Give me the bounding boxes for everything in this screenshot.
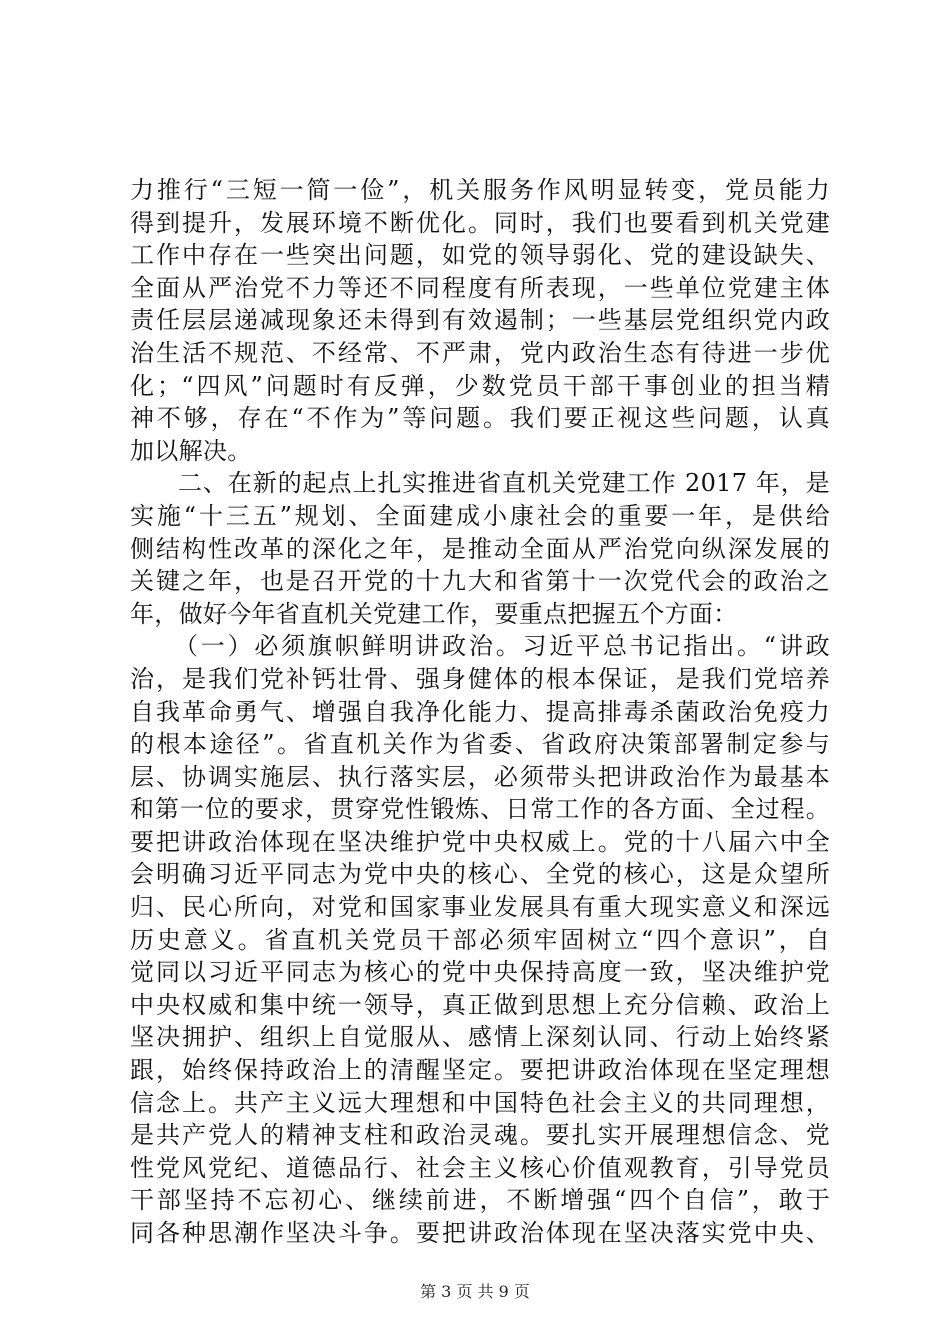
text-line: 关键之年，也是召开党的十九大和省第十一次党代会的政治之: [130, 567, 830, 596]
text-line: 实施“十三五”规划、全面建成小康社会的重要一年，是供给: [130, 501, 830, 530]
text-line: 年，做好今年省直机关党建工作，要重点把握五个方面：: [130, 599, 738, 628]
subsection-heading-line: （一）必须旗帜鲜明讲政治。习近平总书记指出。“讲政: [174, 632, 830, 661]
text-line: 是共产党人的精神支柱和政治灵魂。要扎实开展理想信念、党: [130, 1121, 830, 1150]
text-line: 神不够，存在“不作为”等问题。我们要正视这些问题，认真: [130, 404, 830, 433]
text-line: 工作中存在一些突出问题，如党的领导弱化、党的建设缺失、: [130, 241, 830, 270]
text-line: 归、民心所向，对党和国家事业发展具有重大现实意义和深远: [130, 893, 830, 922]
text-line: 自我革命勇气、增强自我净化能力、提高排毒杀菌政治免疫力: [130, 697, 830, 726]
text-line: 化；“四风”问题时有反弹，少数党员干部干事创业的担当精: [130, 371, 830, 400]
document-body: [130, 174, 830, 1250]
text-line: 干部坚持不忘初心、继续前进，不断增强“四个自信”，敢于: [130, 1186, 830, 1215]
text-line: 信念上。共产主义远大理想和中国特色社会主义的共同理想，: [130, 1088, 830, 1117]
section-heading-line: 二、在新的起点上扎实推进省直机关党建工作 2017 年，是: [178, 469, 830, 498]
text-line: 性党风党纪、道德品行、社会主义核心价值观教育，引导党员: [130, 1153, 830, 1182]
page-number-footer: 第 3 页 共 9 页: [420, 1282, 530, 1301]
text-line: 要把讲政治体现在坚决维护党中央权威上。党的十八届六中全: [130, 827, 830, 856]
text-line: 治生活不规范、不经常、不严肃，党内政治生态有待进一步优: [130, 338, 830, 367]
text-line: 坚决拥护、组织上自觉服从、感情上深刻认同、行动上始终紧: [130, 1023, 830, 1052]
text-line: 和第一位的要求，贯穿党性锻炼、日常工作的各方面、全过程。: [130, 795, 830, 824]
text-line: 历史意义。省直机关党员干部必须牢固树立“四个意识”，自: [130, 925, 830, 954]
text-line: 中央权威和集中统一领导，真正做到思想上充分信赖、政治上: [130, 990, 830, 1019]
text-line: 觉同以习近平同志为核心的党中央保持高度一致，坚决维护党: [130, 958, 830, 987]
text-line: 层、协调实施层、执行落实层，必须带头把讲政治作为最基本: [130, 762, 830, 791]
text-line: 跟，始终保持政治上的清醒坚定。要把讲政治体现在坚定理想: [130, 1056, 830, 1085]
text-line: 加以解决。: [130, 436, 252, 465]
text-line: 侧结构性改革的深化之年，是推动全面从严治党向纵深发展的: [130, 534, 830, 563]
text-line: 得到提升，发展环境不断优化。同时，我们也要看到机关党建: [130, 208, 830, 237]
text-line: 责任层层递减现象还未得到有效遏制；一些基层党组织党内政: [130, 306, 830, 335]
text-line: 力推行“三短一简一俭”，机关服务作风明显转变，党员能力: [130, 176, 830, 204]
text-line: 会明确习近平同志为党中央的核心、全党的核心，这是众望所: [130, 860, 830, 889]
text-line: 全面从严治党不力等还不同程度有所表现，一些单位党建主体: [130, 273, 830, 302]
text-line: 同各种思潮作坚决斗争。要把讲政治体现在坚决落实党中央、: [130, 1219, 830, 1247]
text-line: 治，是我们党补钙壮骨、强身健体的根本保证，是我们党培养: [130, 664, 830, 693]
text-line: 的根本途径”。省直机关作为省委、省政府决策部署制定参与: [130, 730, 830, 759]
